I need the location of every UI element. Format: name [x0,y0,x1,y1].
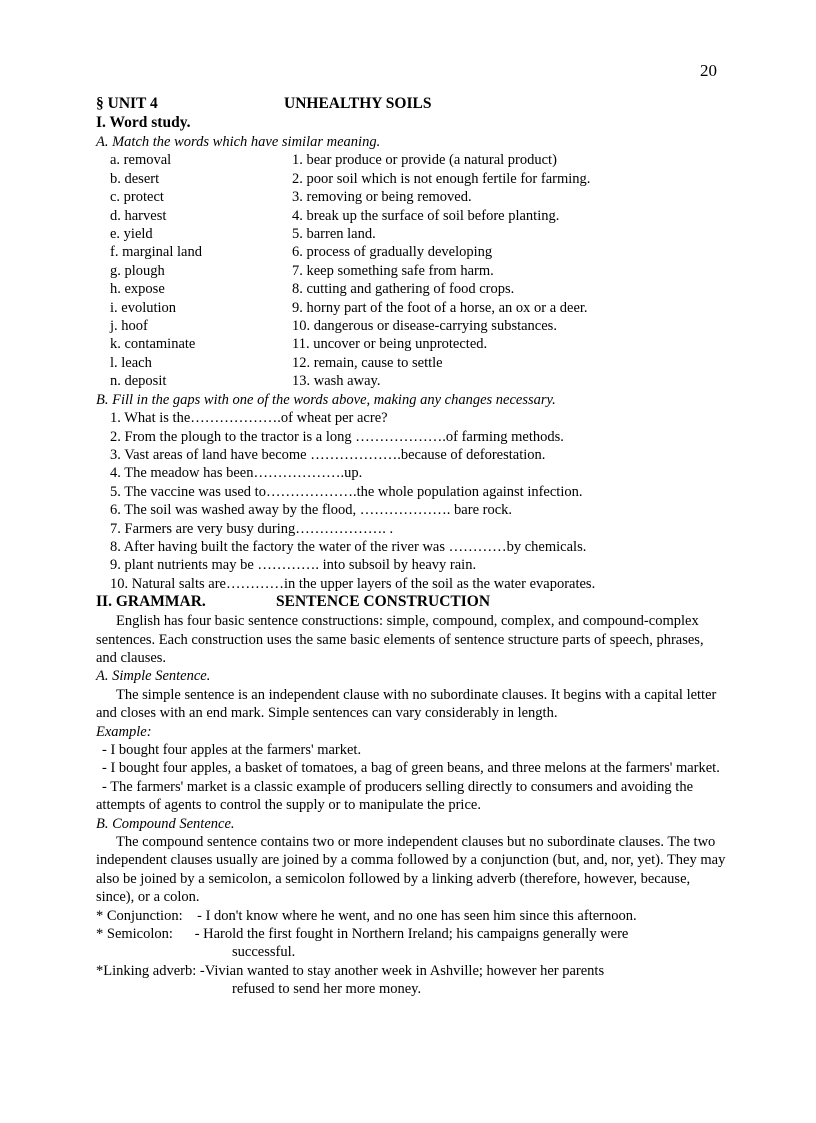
grammar-heading [96,593,726,612]
connector-label: * Conjunction: [96,907,198,924]
gap-item: 3. Vast areas of land have become ……………….because of deforestation. [110,446,546,463]
match-row [96,151,726,169]
connector-row [96,925,726,943]
match-row [96,188,726,206]
connector-example: - Harold the first fought in Northern Ireland; his campaigns generally were [194,926,629,943]
connector-continuation: refused to send her more money. [232,981,422,998]
connector-label: * Semicolon: [96,926,195,943]
match-definition: 5. barren land. [292,226,376,243]
unit-title: UNHEALTHY SOILS [284,95,432,112]
part-b-instruction: B. Fill in the gaps with one of the words above, making any changes necessary. [96,391,556,408]
match-word: a. removal [110,152,172,169]
match-word: h. expose [110,281,165,298]
connector-label: *Linking adverb: [96,962,200,979]
match-word: n. deposit [110,373,167,390]
match-definition: 8. cutting and gathering of food crops. [292,281,515,298]
match-word: i. evolution [110,299,177,316]
example-label: Example: [96,723,152,740]
grammar-intro: English has four basic sentence constructions: simple, compound, complex, and compound-complex sentences. Each construction uses the same basic elements of sentence structure parts of speech, phrases, and clauses. [96,613,704,666]
match-definition: 11. uncover or being unprotected. [292,336,488,353]
connector-row [96,962,726,980]
match-word: f. marginal land [110,244,202,261]
gap-item: 2. From the plough to the tractor is a long ……………….of farming methods. [110,428,564,445]
gap-item: 6. The soil was washed away by the flood, ………………. bare rock. [110,502,513,519]
match-definition: 6. process of gradually developing [292,244,493,261]
match-row [96,207,726,225]
match-definition: 1. bear produce or provide (a natural product) [292,152,557,169]
match-definition: 12. remain, cause to settle [292,354,443,371]
match-row [96,262,726,280]
word-study-heading: I. Word study. [96,114,191,131]
connector-continuation: successful. [232,944,296,961]
page-number: 20 [700,61,717,80]
match-list [96,151,726,390]
gap-item: 7. Farmers are very busy during………………. . [110,520,394,537]
simple-sentence-text: The simple sentence is an independent clause with no subordinate clauses. It begins with a capital letter and closes with an end mark. Simple sentences can vary considerably in length. [96,686,717,722]
match-definition: 7. keep something safe from harm. [292,262,494,279]
match-definition: 2. poor soil which is not enough fertile for farming. [292,170,591,187]
match-word: b. desert [110,170,160,187]
unit-label: § UNIT 4 [96,95,158,112]
match-row [96,354,726,372]
match-word: l. leach [110,354,152,371]
match-word: k. contaminate [110,336,196,353]
unit-heading [96,95,726,114]
match-word: c. protect [110,189,164,206]
grammar-heading-left: II. GRAMMAR. [96,593,206,611]
match-word: g. plough [110,262,165,279]
match-row [96,280,726,298]
gap-item: 5. The vaccine was used to……………….the whole population against infection. [110,483,583,500]
match-row [96,243,726,261]
connector-example: - I don't know where he went, and no one has seen him since this afternoon. [197,907,637,924]
compound-sentence-text: The compound sentence contains two or more independent clauses but no subordinate clauses. The two independent clauses usually are joined by a comma followed by a conjunction (but, and, nor, yet). They may also be joined by a semicolon, a semicolon followed by a linking adverb (therefore, however, because, since), or a colon. [96,834,726,906]
match-word: e. yield [110,226,153,243]
connector-example: -Vivian wanted to stay another week in Ashville; however her parents [199,962,605,979]
example-item: - I bought four apples at the farmers' market. [102,742,362,758]
gap-item: 9. plant nutrients may be …………. into subsoil by heavy rain. [110,557,477,574]
example-item: - The farmers' market is a classic example of producers selling directly to consumers and avoiding the attempts of agents to control the supply or to manipulate the price. [96,778,694,814]
match-definition: 3. removing or being removed. [292,189,472,206]
example-item: - I bought four apples, a basket of tomatoes, a bag of green beans, and three melons at the farmers' market. [102,760,720,777]
match-word: j. hoof [110,318,148,335]
match-row [96,317,726,335]
gap-item: 1. What is the……………….of wheat per acre? [110,410,388,427]
match-row [96,170,726,188]
match-row [96,335,726,353]
part-a-instruction: A. Match the words which have similar meaning. [96,134,381,150]
gap-item: 8. After having built the factory the water of the river was …………by chemicals. [110,538,587,555]
compound-sentence-title: B. Compound Sentence. [96,815,235,832]
match-row [96,372,726,390]
connector-row [96,907,726,925]
gap-item: 10. Natural salts are…………in the upper layers of the soil as the water evaporates. [110,575,596,592]
connector-list [96,907,726,999]
gap-list [96,409,726,593]
document-body [96,95,726,999]
match-row [96,225,726,243]
match-definition: 10. dangerous or disease-carrying substances. [292,318,557,335]
simple-sentence-title: A. Simple Sentence. [96,668,211,685]
match-definition: 13. wash away. [292,373,381,390]
gap-item: 4. The meadow has been……………….up. [110,465,363,482]
match-row [96,299,726,317]
grammar-heading-right: SENTENCE CONSTRUCTION [276,593,491,611]
match-definition: 4. break up the surface of soil before planting. [292,207,560,224]
match-definition: 9. horny part of the foot of a horse, an ox or a deer. [292,299,588,316]
match-word: d. harvest [110,207,167,224]
